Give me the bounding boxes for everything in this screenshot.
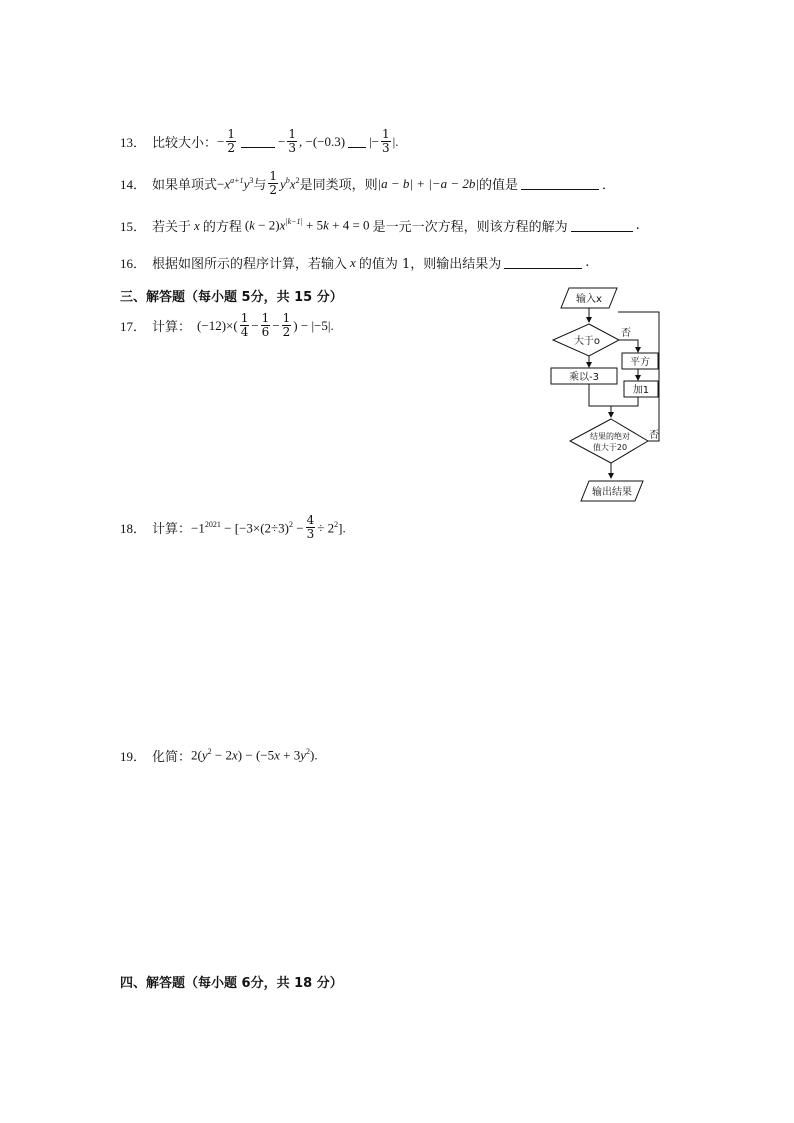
output-label: 输出结果 <box>592 487 632 498</box>
add-label: 加1 <box>632 385 650 396</box>
question-number: 15． <box>120 219 147 234</box>
multiply-label: 乘以-3 <box>569 372 599 383</box>
no-label: 否 <box>649 430 659 441</box>
question-15: 15． 若关于 x 的方程 $(k - 2)x^{|k-1|} + 5k + 4 = 0$ 是一元一次方程，则该方程的解为 . <box>120 217 640 235</box>
square-label: 平方 <box>630 357 650 368</box>
fraction: $\frac{1}{4}$ <box>240 311 249 340</box>
answer-blank[interactable] <box>241 135 275 148</box>
question-number: 17． <box>120 319 147 335</box>
question-14: 14． 如果单项式 $-x^{a+1}y^3$ 与 $\frac{1}{2}$ $y^bx^2$ 是同类项，则 |a − b| + |−a − 2b| 的值是 ． <box>120 169 615 198</box>
fraction: $\frac{1}{6}$ <box>261 311 270 340</box>
section-4-header: 四、解答题（每小题 6分，共 18 分） <box>120 976 343 991</box>
answer-blank[interactable] <box>504 256 582 269</box>
math-expression: |a − b| + |−a − 2b| <box>377 175 479 191</box>
answer-blank[interactable] <box>348 135 366 148</box>
question-text: 比较大小： <box>152 136 218 152</box>
decision2-label-line1: 结果的绝对 <box>590 432 630 441</box>
math-expression: $-x^{a+1}y^3$ <box>217 175 254 191</box>
question-number: 16． <box>120 256 147 271</box>
fraction: $\frac{1}{2}$ <box>227 127 236 156</box>
fraction: $\frac{1}{3}$ <box>382 127 390 156</box>
input-label: 输入x <box>576 294 602 305</box>
math-expression: $y^bx^2$ <box>280 175 300 191</box>
decision-abs-greater-than-twenty <box>570 419 648 463</box>
program-flowchart <box>545 286 675 508</box>
question-number: 19． <box>120 749 147 764</box>
no-label: 否 <box>621 328 631 339</box>
question-13: 13． 比较大小： − $\frac{1}{2}$ − $\frac{1}{3}$ , −(−0.3) |− $\frac{1}{3}$ |. <box>120 127 399 156</box>
section-3-header: 三、解答题（每小题 5分，共 15 分） <box>120 290 343 305</box>
fraction: $\frac{1}{2}$ <box>282 311 291 340</box>
question-16: 16． 根据如图所示的程序计算，若输入 x 的值为 1，则输出结果为 . <box>120 254 590 272</box>
fraction: $\frac{1}{2}$ <box>269 169 277 198</box>
question-number: 14． <box>120 177 147 193</box>
decision2-label-line2: 值大于20 <box>592 443 628 452</box>
question-19: 19． 化简： $2(y^2 - 2x) - (-5x + 3y^2)$. <box>120 747 318 765</box>
question-text: 如果单项式 <box>152 178 218 194</box>
math-expression: − <box>217 133 225 149</box>
decision1-label: 大于o <box>573 336 601 347</box>
answer-blank[interactable] <box>571 219 633 232</box>
fraction: $\frac{4}{3}$ <box>306 513 315 542</box>
question-number: 13． <box>120 135 147 151</box>
math-expression: $-1^{2021} - [-3\times(2\div 3)^2$ − <box>191 519 304 535</box>
math-expression: $2(y^2 - 2x) - (-5x + 3y^2)$. <box>191 747 318 763</box>
question-17: 17． 计算： (−12)×( $\frac{1}{4}$ − $\frac{1}{6}$ − $\frac{1}{2}$ ) − |−5|. <box>120 311 334 340</box>
math-expression: $(k - 2)x^{|k-1|} + 5k + 4 = 0$ <box>244 217 370 233</box>
math-expression: (−12)×( <box>197 317 238 333</box>
fraction: $\frac{1}{3}$ <box>288 127 296 156</box>
question-18: 18． 计算： $-1^{2021} - [-3\times(2\div 3)^2$ − $\frac{4}{3}$ ÷ $2^2$]. <box>120 513 346 542</box>
answer-blank[interactable] <box>521 177 599 190</box>
question-number: 18． <box>120 521 147 537</box>
